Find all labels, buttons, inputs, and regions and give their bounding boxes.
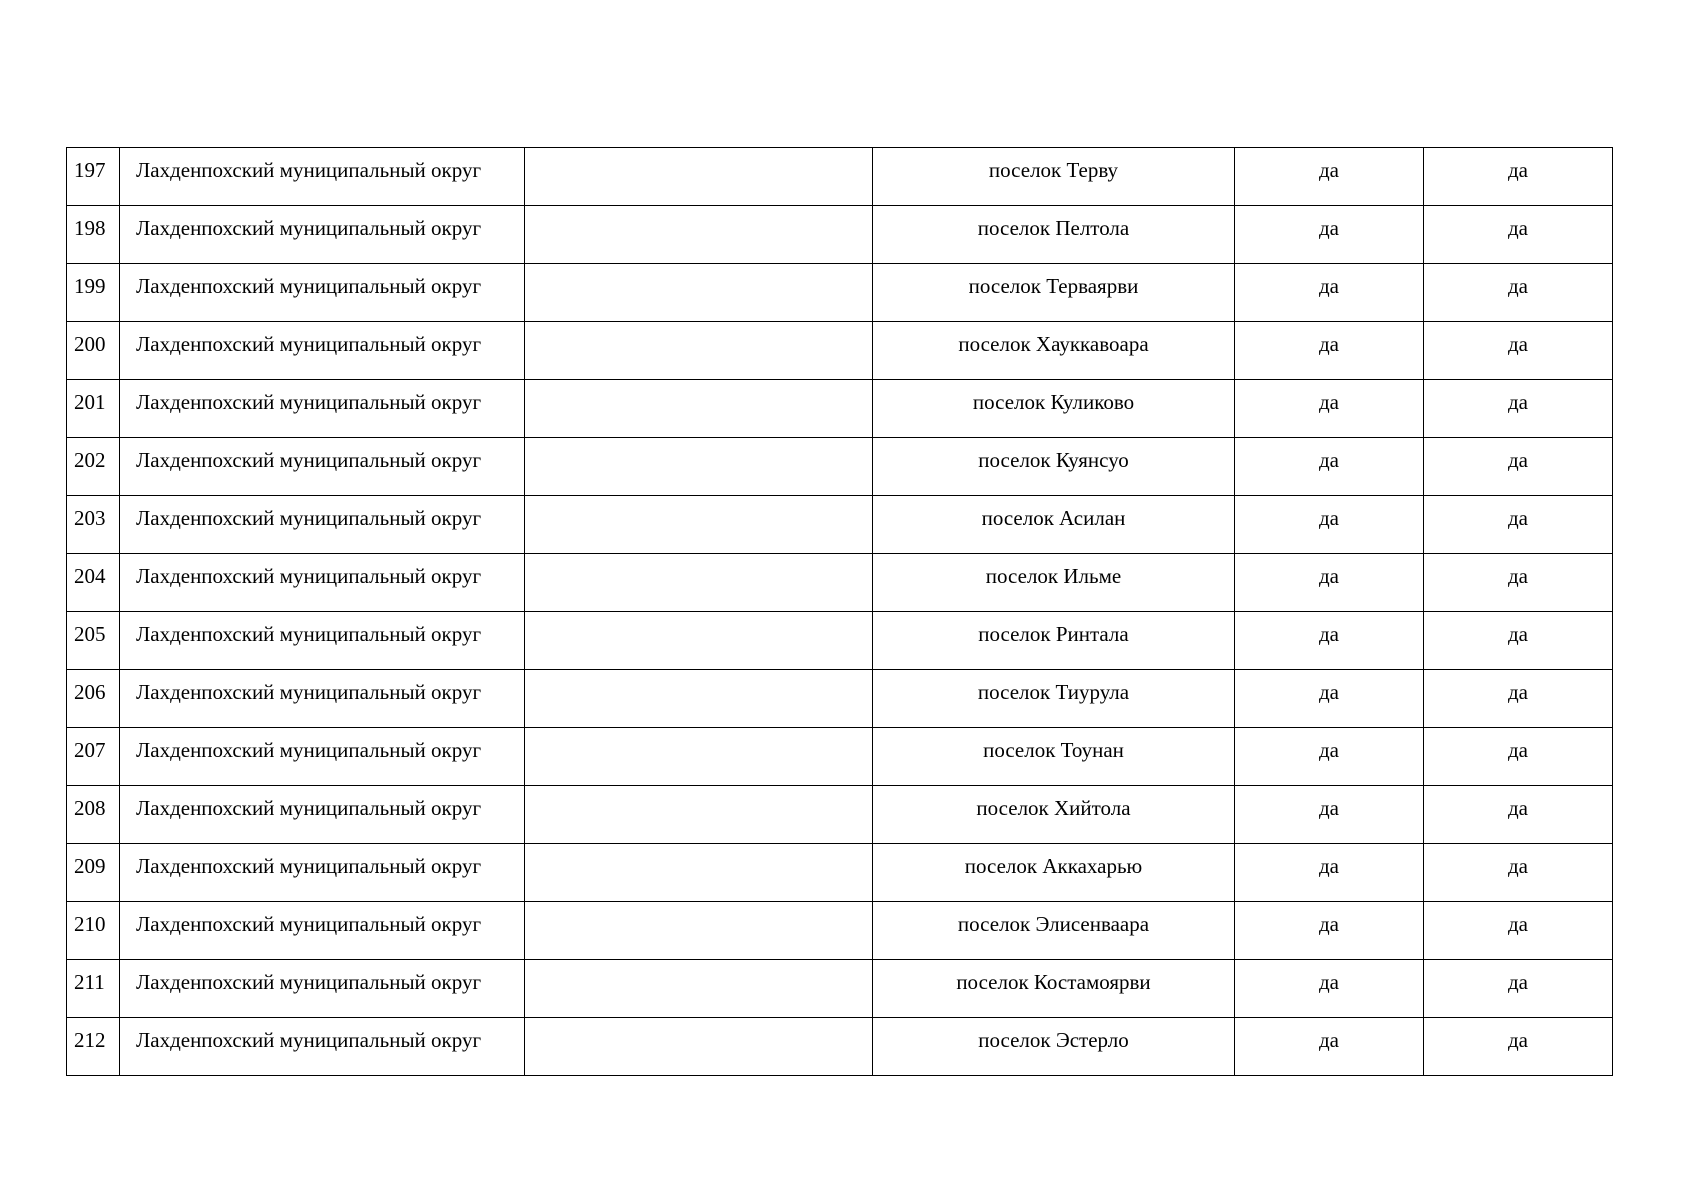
empty-cell-text [525, 902, 872, 912]
row-number-cell-text: 204 [74, 564, 106, 588]
empty-cell [525, 148, 873, 206]
settlement-cell [873, 960, 1235, 1018]
row-number-cell-text: 202 [74, 448, 106, 472]
empty-cell-text [525, 1018, 872, 1028]
district-cell-text: Лахденпохский муниципальный округ [136, 564, 482, 588]
empty-cell-text [525, 844, 872, 854]
district-cell [120, 612, 525, 670]
row-number-cell [67, 670, 120, 728]
row-number-cell [67, 960, 120, 1018]
settlement-cell-text: поселок Асилан [981, 506, 1126, 530]
table-row [67, 786, 1613, 844]
empty-cell-text [525, 380, 872, 390]
row-number-cell-text: 201 [74, 390, 106, 414]
settlement-cell-text: поселок Терву [988, 158, 1119, 182]
table-row [67, 496, 1613, 554]
flag-cell-1 [1235, 264, 1424, 322]
table-row [67, 960, 1613, 1018]
district-cell [120, 148, 525, 206]
settlement-cell-text: поселок Ильме [985, 564, 1122, 588]
flag-cell-2-text: да [1507, 158, 1528, 182]
flag-cell-1-text: да [1318, 912, 1339, 936]
flag-cell-1 [1235, 1018, 1424, 1076]
flag-cell-1-text: да [1318, 390, 1339, 414]
flag-cell-2 [1424, 554, 1613, 612]
empty-cell [525, 670, 873, 728]
flag-cell-2-text: да [1507, 622, 1528, 646]
flag-cell-1 [1235, 844, 1424, 902]
flag-cell-1-text: да [1318, 332, 1339, 356]
row-number-cell [67, 148, 120, 206]
table-row [67, 844, 1613, 902]
settlement-cell [873, 438, 1235, 496]
empty-cell [525, 554, 873, 612]
flag-cell-2 [1424, 670, 1613, 728]
flag-cell-1 [1235, 786, 1424, 844]
settlement-cell [873, 496, 1235, 554]
row-number-cell-text: 211 [74, 970, 105, 994]
empty-cell-text [525, 786, 872, 796]
settlement-cell [873, 264, 1235, 322]
row-number-cell-text: 200 [74, 332, 106, 356]
flag-cell-2 [1424, 206, 1613, 264]
flag-cell-1 [1235, 380, 1424, 438]
flag-cell-1 [1235, 554, 1424, 612]
district-cell-text: Лахденпохский муниципальный округ [136, 1028, 482, 1052]
empty-cell-text [525, 264, 872, 274]
settlement-cell-text: поселок Куликово [972, 390, 1135, 414]
settlement-cell [873, 728, 1235, 786]
district-cell-text: Лахденпохский муниципальный округ [136, 912, 482, 936]
flag-cell-2 [1424, 264, 1613, 322]
flag-cell-1 [1235, 728, 1424, 786]
table-body [67, 148, 1613, 1076]
district-cell-text: Лахденпохский муниципальный округ [136, 506, 482, 530]
flag-cell-1-text: да [1318, 738, 1339, 762]
empty-cell-text [525, 728, 872, 738]
flag-cell-1-text: да [1318, 854, 1339, 878]
flag-cell-1 [1235, 322, 1424, 380]
settlement-cell-text: поселок Тоунан [983, 738, 1124, 762]
district-cell [120, 206, 525, 264]
district-cell [120, 786, 525, 844]
flag-cell-1 [1235, 206, 1424, 264]
flag-cell-1 [1235, 612, 1424, 670]
district-cell-text: Лахденпохский муниципальный округ [136, 332, 482, 356]
row-number-cell [67, 438, 120, 496]
table-row [67, 148, 1613, 206]
flag-cell-1-text: да [1318, 1028, 1339, 1052]
table-row [67, 612, 1613, 670]
flag-cell-2 [1424, 380, 1613, 438]
row-number-cell [67, 902, 120, 960]
district-cell [120, 380, 525, 438]
row-number-cell [67, 728, 120, 786]
settlement-cell-text: поселок Пелтола [977, 216, 1130, 240]
flag-cell-2 [1424, 612, 1613, 670]
flag-cell-2-text: да [1507, 274, 1528, 298]
empty-cell-text [525, 148, 872, 158]
table-row [67, 322, 1613, 380]
row-number-cell [67, 1018, 120, 1076]
settlement-cell [873, 902, 1235, 960]
flag-cell-2 [1424, 148, 1613, 206]
flag-cell-1 [1235, 670, 1424, 728]
flag-cell-2-text: да [1507, 564, 1528, 588]
empty-cell [525, 844, 873, 902]
settlement-cell-text: поселок Элисенваара [957, 912, 1150, 936]
settlement-cell-text: поселок Терваярви [968, 274, 1139, 298]
row-number-cell [67, 612, 120, 670]
flag-cell-1 [1235, 902, 1424, 960]
empty-cell-text [525, 496, 872, 506]
row-number-cell [67, 206, 120, 264]
empty-cell-text [525, 670, 872, 680]
row-number-cell [67, 496, 120, 554]
flag-cell-1-text: да [1318, 680, 1339, 704]
empty-cell [525, 380, 873, 438]
row-number-cell [67, 380, 120, 438]
flag-cell-2-text: да [1507, 1028, 1528, 1052]
row-number-cell-text: 206 [74, 680, 106, 704]
district-cell [120, 1018, 525, 1076]
flag-cell-1-text: да [1318, 796, 1339, 820]
settlement-cell [873, 380, 1235, 438]
empty-cell [525, 612, 873, 670]
settlement-cell [873, 786, 1235, 844]
empty-cell [525, 960, 873, 1018]
flag-cell-2-text: да [1507, 448, 1528, 472]
settlement-cell [873, 322, 1235, 380]
row-number-cell-text: 207 [74, 738, 106, 762]
empty-cell [525, 206, 873, 264]
district-cell-text: Лахденпохский муниципальный округ [136, 216, 482, 240]
table-row [67, 728, 1613, 786]
settlement-cell-text: поселок Ринтала [978, 622, 1129, 646]
empty-cell-text [525, 322, 872, 332]
empty-cell-text [525, 206, 872, 216]
district-cell [120, 438, 525, 496]
flag-cell-1-text: да [1318, 622, 1339, 646]
settlement-cell-text: поселок Куянсуо [978, 448, 1129, 472]
settlement-cell [873, 612, 1235, 670]
flag-cell-1-text: да [1318, 216, 1339, 240]
flag-cell-1 [1235, 496, 1424, 554]
district-cell [120, 554, 525, 612]
row-number-cell-text: 210 [74, 912, 106, 936]
district-cell-text: Лахденпохский муниципальный округ [136, 738, 482, 762]
flag-cell-1 [1235, 960, 1424, 1018]
settlement-cell [873, 206, 1235, 264]
flag-cell-2-text: да [1507, 506, 1528, 530]
row-number-cell-text: 208 [74, 796, 106, 820]
flag-cell-2 [1424, 844, 1613, 902]
row-number-cell [67, 264, 120, 322]
row-number-cell-text: 199 [74, 274, 106, 298]
district-cell [120, 728, 525, 786]
flag-cell-2 [1424, 322, 1613, 380]
district-cell [120, 496, 525, 554]
settlement-cell-text: поселок Хауккавоара [958, 332, 1149, 356]
settlement-cell [873, 1018, 1235, 1076]
flag-cell-1-text: да [1318, 970, 1339, 994]
flag-cell-1 [1235, 438, 1424, 496]
flag-cell-1-text: да [1318, 564, 1339, 588]
district-cell-text: Лахденпохский муниципальный округ [136, 854, 482, 878]
flag-cell-2 [1424, 496, 1613, 554]
flag-cell-2-text: да [1507, 216, 1528, 240]
flag-cell-2 [1424, 728, 1613, 786]
table-row [67, 264, 1613, 322]
flag-cell-2-text: да [1507, 912, 1528, 936]
district-cell-text: Лахденпохский муниципальный округ [136, 448, 482, 472]
row-number-cell-text: 197 [74, 158, 106, 182]
settlement-cell [873, 670, 1235, 728]
flag-cell-2-text: да [1507, 796, 1528, 820]
district-cell [120, 670, 525, 728]
flag-cell-2-text: да [1507, 738, 1528, 762]
settlement-cell [873, 844, 1235, 902]
row-number-cell [67, 844, 120, 902]
district-cell-text: Лахденпохский муниципальный округ [136, 970, 482, 994]
district-cell-text: Лахденпохский муниципальный округ [136, 390, 482, 414]
flag-cell-2-text: да [1507, 332, 1528, 356]
flag-cell-2-text: да [1507, 970, 1528, 994]
settlement-cell-text: поселок Эстерло [978, 1028, 1129, 1052]
table-row [67, 670, 1613, 728]
district-cell-text: Лахденпохский муниципальный округ [136, 158, 482, 182]
empty-cell [525, 496, 873, 554]
district-cell-text: Лахденпохский муниципальный округ [136, 622, 482, 646]
district-cell [120, 902, 525, 960]
settlement-cell [873, 148, 1235, 206]
flag-cell-1 [1235, 148, 1424, 206]
settlement-cell-text: поселок Тиурула [977, 680, 1130, 704]
settlement-cell-text: поселок Костамоярви [956, 970, 1151, 994]
flag-cell-2-text: да [1507, 854, 1528, 878]
settlement-cell-text: поселок Аккахарью [964, 854, 1143, 878]
empty-cell [525, 1018, 873, 1076]
table-row [67, 902, 1613, 960]
district-cell [120, 960, 525, 1018]
flag-cell-2 [1424, 960, 1613, 1018]
flag-cell-1-text: да [1318, 506, 1339, 530]
empty-cell-text [525, 554, 872, 564]
flag-cell-1-text: да [1318, 274, 1339, 298]
row-number-cell [67, 554, 120, 612]
district-cell-text: Лахденпохский муниципальный округ [136, 680, 482, 704]
district-cell-text: Лахденпохский муниципальный округ [136, 796, 482, 820]
empty-cell [525, 902, 873, 960]
district-cell [120, 264, 525, 322]
table-row [67, 380, 1613, 438]
empty-cell [525, 786, 873, 844]
row-number-cell [67, 322, 120, 380]
table-row [67, 438, 1613, 496]
row-number-cell-text: 205 [74, 622, 106, 646]
flag-cell-2 [1424, 438, 1613, 496]
table-row [67, 206, 1613, 264]
row-number-cell-text: 203 [74, 506, 106, 530]
settlement-cell [873, 554, 1235, 612]
table-row [67, 1018, 1613, 1076]
table-row [67, 554, 1613, 612]
flag-cell-2 [1424, 1018, 1613, 1076]
settlements-table [66, 147, 1613, 1076]
row-number-cell-text: 198 [74, 216, 106, 240]
flag-cell-2-text: да [1507, 390, 1528, 414]
row-number-cell-text: 209 [74, 854, 106, 878]
empty-cell-text [525, 612, 872, 622]
empty-cell [525, 322, 873, 380]
empty-cell [525, 264, 873, 322]
row-number-cell-text: 212 [74, 1028, 106, 1052]
flag-cell-2-text: да [1507, 680, 1528, 704]
flag-cell-2 [1424, 902, 1613, 960]
flag-cell-2 [1424, 786, 1613, 844]
district-cell [120, 322, 525, 380]
flag-cell-1-text: да [1318, 448, 1339, 472]
district-cell [120, 844, 525, 902]
flag-cell-1-text: да [1318, 158, 1339, 182]
empty-cell [525, 438, 873, 496]
empty-cell-text [525, 438, 872, 448]
district-cell-text: Лахденпохский муниципальный округ [136, 274, 482, 298]
empty-cell-text [525, 960, 872, 970]
settlement-cell-text: поселок Хийтола [976, 796, 1131, 820]
row-number-cell [67, 786, 120, 844]
empty-cell [525, 728, 873, 786]
